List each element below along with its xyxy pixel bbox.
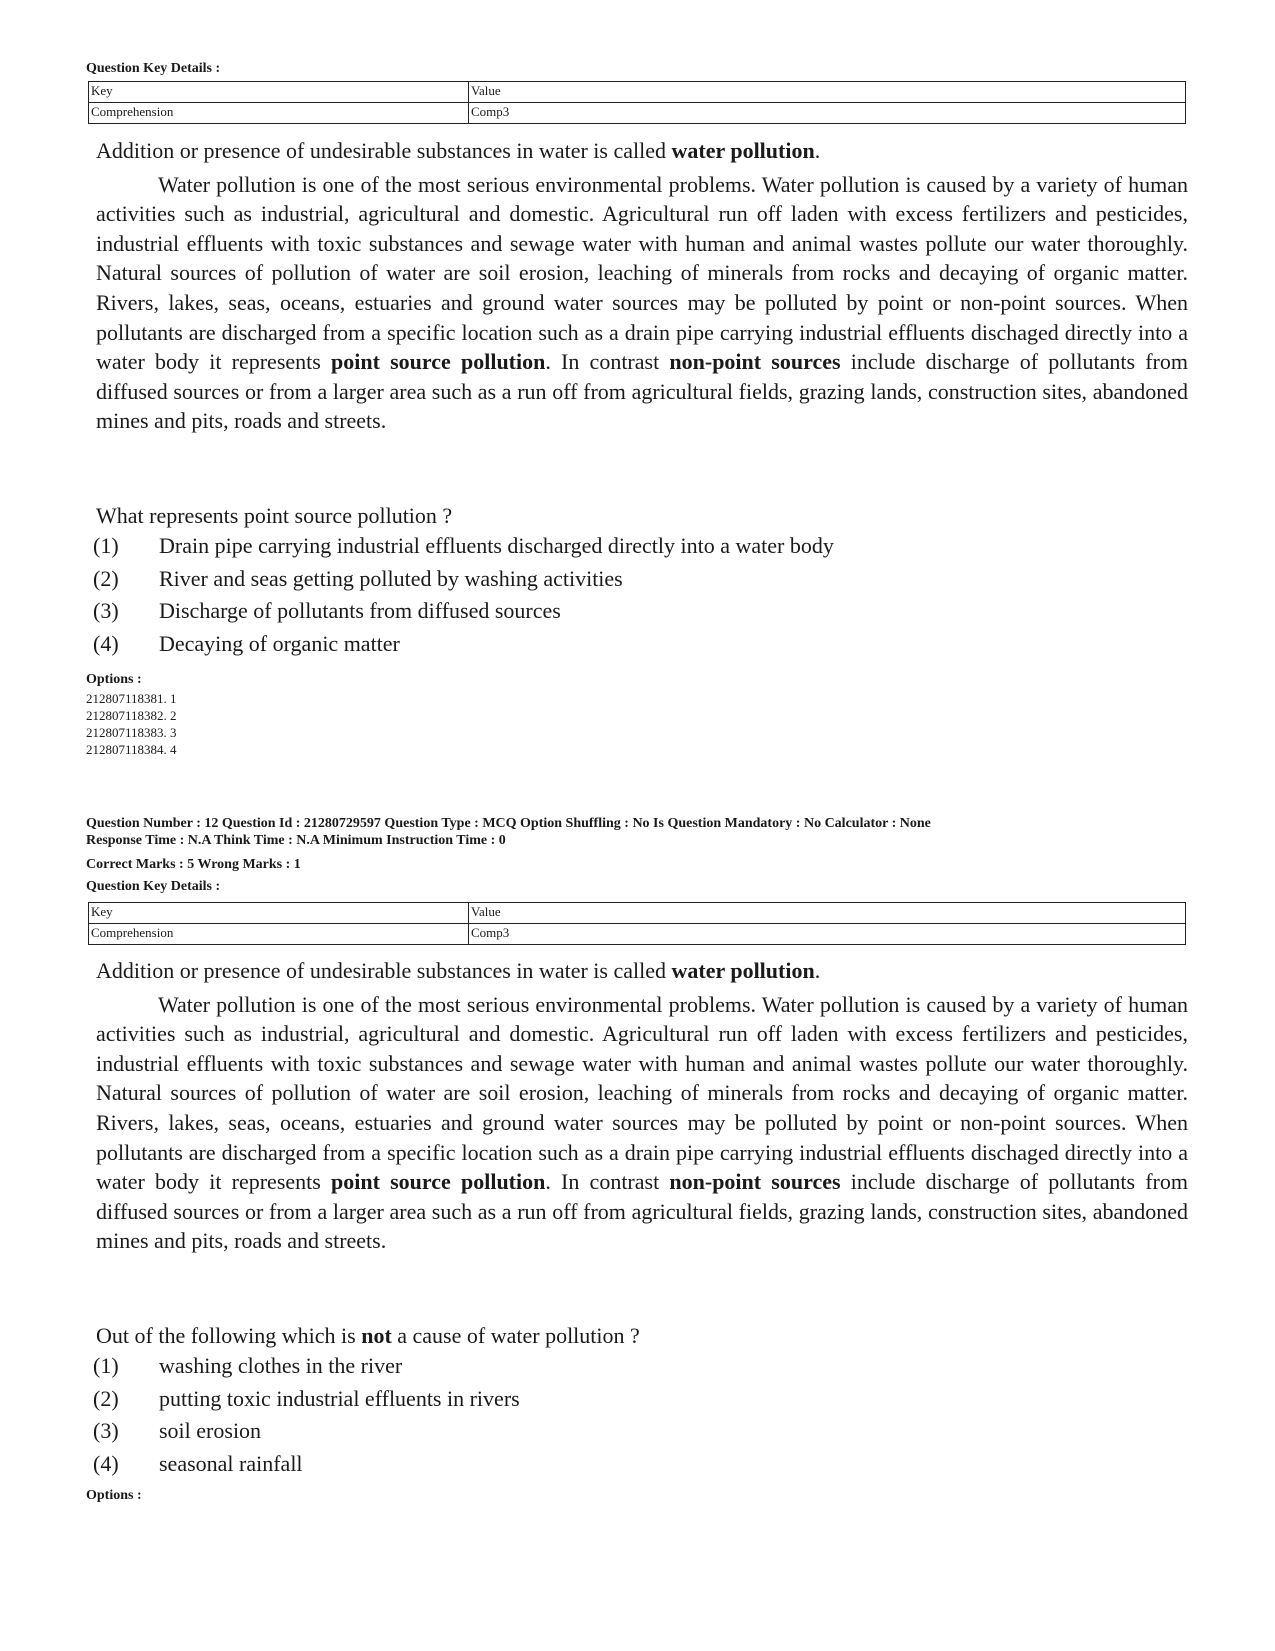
passage-body <box>96 170 1188 436</box>
question-meta-line-1: Question Number : 12 Question Id : 21280729597 Question Type : MCQ Option Shuffling : No Is Question Mandatory : No Calculator : None <box>86 816 931 831</box>
table-cell-value: Comp3 <box>469 103 1186 124</box>
answer-option <box>93 595 834 628</box>
passage-bold-non-point: non-point sources <box>669 349 841 375</box>
option-number: (4) <box>93 630 119 656</box>
answer-option <box>93 1448 520 1481</box>
passage-intro-text: Addition or presence of undesirable substances in water is called <box>96 958 672 983</box>
question-text: What represents point source pollution ? <box>96 503 453 528</box>
passage-body-part-3: include discharge of pollutants from diffused sources or from a larger area such as a run off from agricultural fields, grazing lands, construction sites, abandoned mines and pits, roads and streets. <box>96 349 1188 434</box>
table-cell-key: Comprehension <box>89 924 469 945</box>
passage-body-part-3: include discharge of pollutants from diffused sources or from a larger area such as a run off from agricultural fields, grazing lands, construction sites, abandoned mines and pits, roads and streets. <box>96 1169 1188 1254</box>
passage-intro-end: . <box>814 138 821 163</box>
question-key-details-label: Question Key Details : <box>86 879 221 894</box>
table-header-value: Value <box>469 903 1186 924</box>
passage-body-part-1: Water pollution is one of the most serious environmental problems. Water pollution is caused by a variety of human activities such as industrial, agricultural and domestic. Agricultural run off laden with excess fertilizers and pesticides, industrial effluents with toxic substances and sewage water with human and animal wastes pollute our water thoroughly. Natural sources of pollution of water are soil erosion, leaching of minerals from rocks and decaying of organic matter. Rivers, lakes, seas, oceans, estuaries and ground water sources may be polluted by point or non-point sources. When pollutants are discharged from a specific location such as a drain pipe carrying industrial effluents dischaged directly into a water body it represents <box>96 991 1188 1195</box>
option-number: (4) <box>93 1450 119 1476</box>
options-label: Options : <box>86 1488 142 1503</box>
option-text: Drain pipe carrying industrial effluents discharged directly into a water body <box>159 533 834 558</box>
answer-option <box>93 628 834 661</box>
option-id: 212807118383. 3 <box>86 725 177 740</box>
option-text: putting toxic industrial effluents in rivers <box>159 1385 520 1411</box>
table-header-key: Key <box>89 82 469 103</box>
answer-option <box>93 563 834 596</box>
passage-intro-text: Addition or presence of undesirable substances in water is called <box>96 138 672 163</box>
option-number: (3) <box>93 598 119 623</box>
passage-intro-bold: water pollution <box>671 138 815 163</box>
passage-body-part-1: Water pollution is one of the most serious environmental problems. Water pollution is caused by a variety of human activities such as industrial, agricultural and domestic. Agricultural run off laden with excess fertilizers and pesticides, industrial effluents with toxic substances and sewage water with human and animal wastes pollute our water thoroughly. Natural sources of pollution of water are soil erosion, leaching of minerals from rocks and decaying of organic matter. Rivers, lakes, seas, oceans, estuaries and ground water sources may be polluted by point or non-point sources. When pollutants are discharged from a specific location such as a drain pipe carrying industrial effluents dischaged directly into a water body it represents <box>96 171 1188 375</box>
option-id: 212807118384. 4 <box>86 742 177 757</box>
question-text-start: Out of the following which is <box>96 1323 362 1348</box>
table-cell-key: Comprehension <box>89 103 469 124</box>
comprehension-passage <box>96 136 1188 436</box>
key-value-table <box>88 902 1186 945</box>
passage-body <box>96 990 1188 1256</box>
table-header-value: Value <box>469 82 1186 103</box>
passage-intro-bold: water pollution <box>671 958 815 983</box>
answer-options-list <box>93 1350 520 1480</box>
option-number: (2) <box>93 1385 119 1411</box>
option-number: (2) <box>93 565 119 591</box>
answer-option <box>93 530 834 563</box>
question-text-bold: not <box>361 1323 392 1348</box>
key-value-table <box>88 81 1186 124</box>
answer-option <box>93 1383 520 1416</box>
passage-intro <box>96 956 1188 986</box>
answer-options-list <box>93 530 834 660</box>
answer-option <box>93 1350 520 1383</box>
question-marks-line: Correct Marks : 5 Wrong Marks : 1 <box>86 857 301 872</box>
question-text <box>96 1321 640 1351</box>
question-key-details-label: Question Key Details : <box>86 61 221 76</box>
passage-body-part-2: . In contrast <box>545 349 670 375</box>
option-number: (1) <box>93 1353 119 1378</box>
table-header-row <box>89 82 1186 103</box>
passage-bold-point-source: point source pollution <box>331 349 546 375</box>
option-id: 212807118381. 1 <box>86 691 177 706</box>
option-text: seasonal rainfall <box>159 1450 303 1476</box>
table-cell-value: Comp3 <box>469 924 1186 945</box>
question-text-end: a cause of water pollution ? <box>391 1323 640 1348</box>
option-number: (3) <box>93 1418 119 1443</box>
option-id-list <box>86 690 177 758</box>
table-row <box>89 924 1186 945</box>
table-header-row <box>89 903 1186 924</box>
passage-bold-non-point: non-point sources <box>669 1169 841 1195</box>
option-text: Discharge of pollutants from diffused sources <box>159 598 561 623</box>
passage-intro-end: . <box>814 958 821 983</box>
option-text: soil erosion <box>159 1418 262 1443</box>
table-header-key: Key <box>89 903 469 924</box>
comprehension-passage <box>96 956 1188 1256</box>
table-row <box>89 103 1186 124</box>
answer-option <box>93 1415 520 1448</box>
question-meta-line-2: Response Time : N.A Think Time : N.A Minimum Instruction Time : 0 <box>86 833 506 848</box>
passage-intro <box>96 136 1188 166</box>
option-id: 212807118382. 2 <box>86 708 177 723</box>
option-text: washing clothes in the river <box>159 1353 403 1378</box>
passage-body-part-2: . In contrast <box>545 1169 670 1195</box>
option-number: (1) <box>93 533 119 558</box>
passage-bold-point-source: point source pollution <box>331 1169 546 1195</box>
option-text: Decaying of organic matter <box>159 630 400 656</box>
options-label: Options : <box>86 672 142 687</box>
option-text: River and seas getting polluted by washing activities <box>159 565 623 591</box>
